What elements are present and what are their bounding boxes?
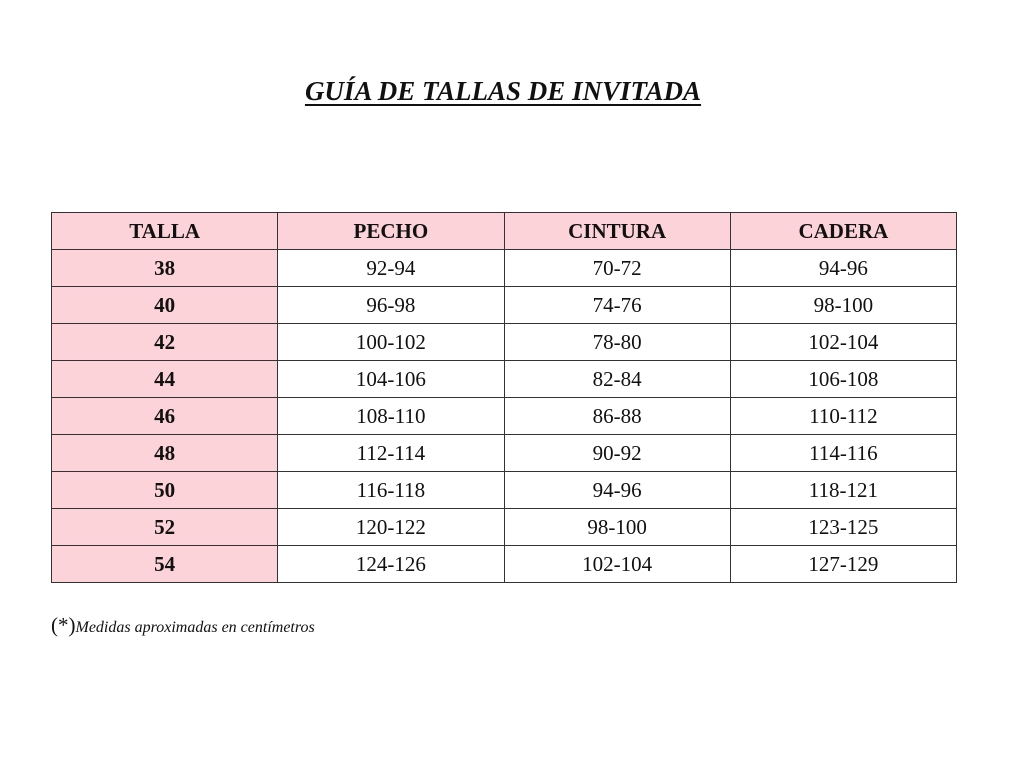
hip-cell: 94-96 — [730, 250, 956, 287]
table-row — [52, 472, 957, 509]
hip-cell: 114-116 — [730, 435, 956, 472]
table-row — [52, 546, 957, 583]
column-header-size: TALLA — [52, 213, 278, 250]
table-row — [52, 398, 957, 435]
table-row — [52, 509, 957, 546]
chest-cell: 112-114 — [278, 435, 504, 472]
footnote-text: Medidas aproximadas en centímetros — [75, 619, 315, 636]
table-row — [52, 250, 957, 287]
waist-cell: 86-88 — [504, 398, 730, 435]
waist-cell: 82-84 — [504, 361, 730, 398]
size-cell: 44 — [52, 361, 278, 398]
table-row — [52, 361, 957, 398]
chest-cell: 120-122 — [278, 509, 504, 546]
size-guide-table — [51, 212, 957, 583]
hip-cell: 123-125 — [730, 509, 956, 546]
chest-cell: 92-94 — [278, 250, 504, 287]
chest-cell: 100-102 — [278, 324, 504, 361]
hip-cell: 106-108 — [730, 361, 956, 398]
hip-cell: 102-104 — [730, 324, 956, 361]
column-header-hip: CADERA — [730, 213, 956, 250]
hip-cell: 110-112 — [730, 398, 956, 435]
waist-cell: 70-72 — [504, 250, 730, 287]
chest-cell: 104-106 — [278, 361, 504, 398]
chest-cell: 108-110 — [278, 398, 504, 435]
table-row — [52, 287, 957, 324]
chest-cell: 96-98 — [278, 287, 504, 324]
hip-cell: 98-100 — [730, 287, 956, 324]
table-header-row — [52, 213, 957, 250]
footnote-mark: (*) — [51, 613, 76, 637]
hip-cell: 127-129 — [730, 546, 956, 583]
size-cell: 50 — [52, 472, 278, 509]
footnote — [51, 613, 315, 638]
column-header-chest: PECHO — [278, 213, 504, 250]
hip-cell: 118-121 — [730, 472, 956, 509]
size-cell: 48 — [52, 435, 278, 472]
waist-cell: 90-92 — [504, 435, 730, 472]
waist-cell: 102-104 — [504, 546, 730, 583]
page-title: GUÍA DE TALLAS DE INVITADA — [304, 76, 702, 106]
size-cell: 46 — [52, 398, 278, 435]
waist-cell: 98-100 — [504, 509, 730, 546]
size-cell: 52 — [52, 509, 278, 546]
waist-cell: 94-96 — [504, 472, 730, 509]
table-row — [52, 435, 957, 472]
size-cell: 54 — [52, 546, 278, 583]
size-cell: 40 — [52, 287, 278, 324]
chest-cell: 124-126 — [278, 546, 504, 583]
table-row — [52, 324, 957, 361]
waist-cell: 74-76 — [504, 287, 730, 324]
waist-cell: 78-80 — [504, 324, 730, 361]
size-cell: 42 — [52, 324, 278, 361]
size-cell: 38 — [52, 250, 278, 287]
chest-cell: 116-118 — [278, 472, 504, 509]
column-header-waist: CINTURA — [504, 213, 730, 250]
